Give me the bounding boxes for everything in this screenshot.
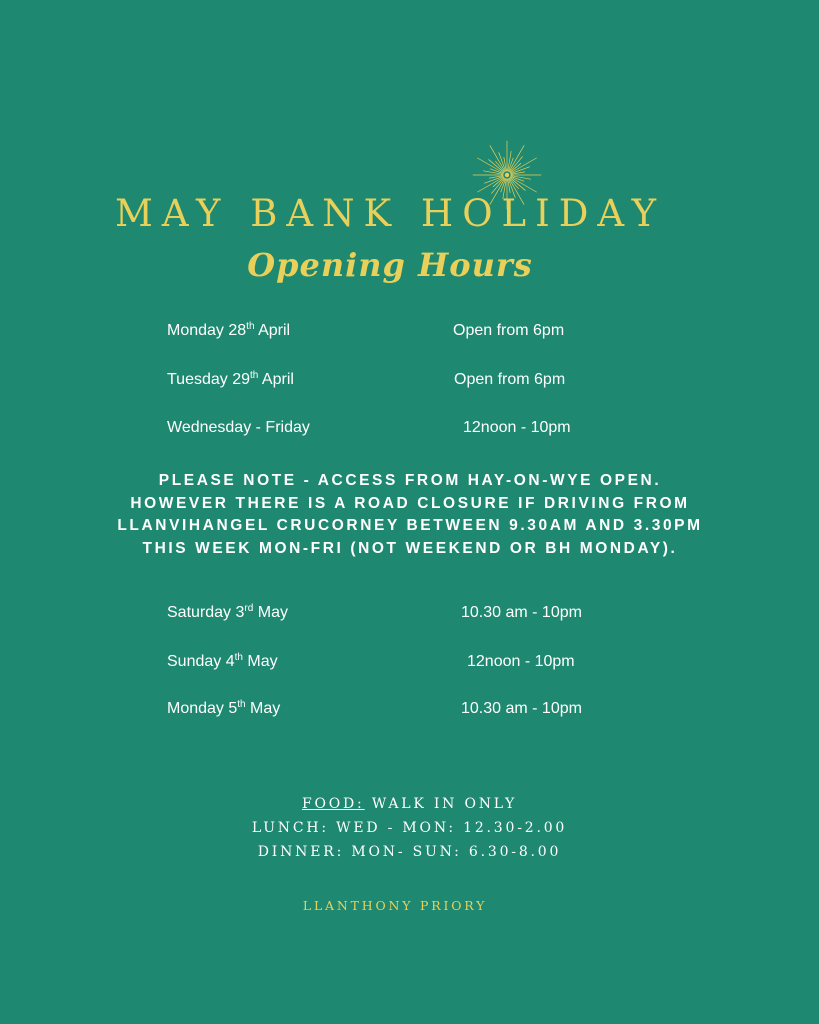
schedule-row-tuesday-29 bbox=[0, 371, 819, 395]
day-label: Monday 28th April bbox=[167, 321, 291, 339]
schedule-row-monday-28 bbox=[0, 322, 819, 346]
page-subtitle: Opening Hours bbox=[247, 246, 533, 284]
hours-value: Open from 6pm bbox=[453, 322, 565, 339]
food-walk-in: FOOD: WALK IN ONLY bbox=[301, 796, 518, 812]
hours-value: Open from 6pm bbox=[454, 371, 566, 388]
schedule-row-saturday-3 bbox=[0, 604, 819, 628]
hours-value: 12noon - 10pm bbox=[467, 653, 575, 670]
road-closure-notice: PLEASE NOTE - ACCESS FROM HAY-ON-WYE OPEN. HOWEVER THERE IS A ROAD CLOSURE IF DRIVING FROM LLANVIHANGEL CRUCORNEY BETWEEN 9.30AM AND 3.30PM THIS WEEK MON-FRI (NOT WEEKEND OR BH MONDAY). bbox=[117, 472, 703, 557]
page-title: MAY BANK HOLIDAY bbox=[114, 192, 666, 235]
day-label: Sunday 4th May bbox=[167, 652, 278, 670]
food-lunch-hours: LUNCH: WED - MON: 12.30-2.00 bbox=[251, 820, 568, 836]
day-label: Tuesday 29th April bbox=[167, 370, 294, 388]
schedule-row-monday-5 bbox=[0, 700, 819, 724]
hours-value: 10.30 am - 10pm bbox=[461, 700, 582, 717]
hours-value: 10.30 am - 10pm bbox=[461, 604, 582, 621]
hours-value: 12noon - 10pm bbox=[463, 419, 571, 436]
schedule-row-sunday-4 bbox=[0, 653, 819, 677]
day-label: Wednesday - Friday bbox=[167, 419, 310, 436]
day-label: Saturday 3rd May bbox=[167, 603, 288, 621]
schedule-row-wed-fri bbox=[0, 419, 819, 443]
day-label: Monday 5th May bbox=[167, 699, 281, 717]
food-dinner-hours: DINNER: MON- SUN: 6.30-8.00 bbox=[257, 844, 562, 860]
venue-name: LLANTHONY PRIORY bbox=[302, 898, 488, 913]
